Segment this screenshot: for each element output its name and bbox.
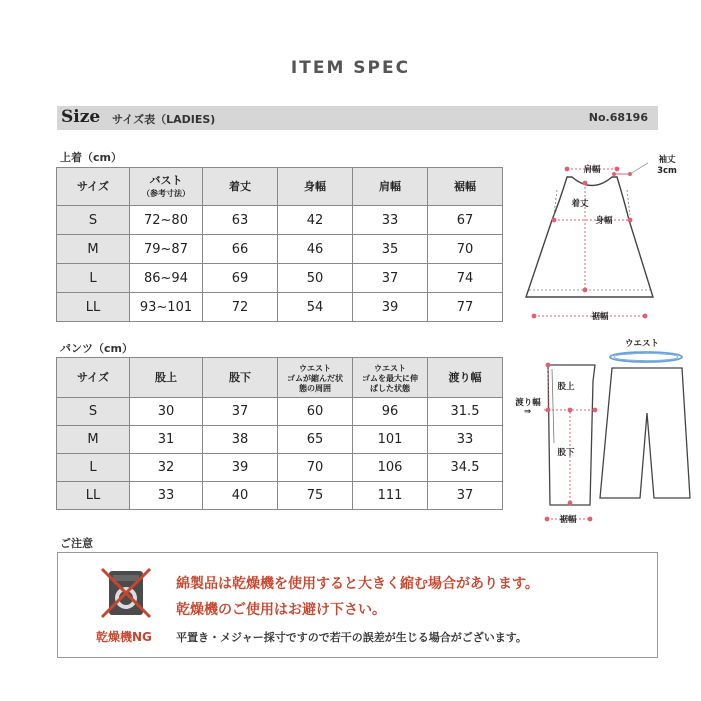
notice-line-2: 乾燥機のご使用はお避け下さい。 [176,602,386,618]
table-header-cell: ウエスト ゴムを最大に伸ばした状態 [353,358,428,398]
size-subtitle: サイズ表（LADIES) [112,113,216,126]
no-dryer-icon [98,565,154,621]
waist-label: ウエスト [624,339,660,349]
table-row [57,426,503,454]
shoulder-label: 肩幅 [583,165,601,175]
table-header-cell: サイズ [57,168,130,206]
table-cell: 70 [428,235,503,264]
thigh-label: 渡り幅 [515,398,541,408]
sleeve-value: 3cm [657,166,677,176]
sleeveless-top-icon [526,177,653,297]
table-cell: 79~87 [130,235,203,264]
tops-size-table [56,167,503,322]
table-row [57,264,503,293]
table-cell: 33 [130,482,203,510]
table-header-row [57,358,503,398]
table-cell: 40 [203,482,278,510]
table-cell: 39 [353,293,428,322]
table-cell: S [57,398,130,426]
table-row [57,206,503,235]
table-cell: 93~101 [130,293,203,322]
table-header-cell: ウエスト ゴムが縮んだ状態の周囲 [278,358,353,398]
table-cell: 96 [353,398,428,426]
notice-box [57,552,658,658]
table-cell: 72 [203,293,278,322]
table-header-cell: 股上 [130,358,203,398]
table-cell: 30 [130,398,203,426]
table-cell: 67 [428,206,503,235]
table-cell: 33 [353,206,428,235]
table-header-cell: 股下 [203,358,278,398]
table-cell: 66 [203,235,278,264]
table-cell: 42 [278,206,353,235]
table-cell: 46 [278,235,353,264]
pants-section-label: パンツ（cm） [60,342,133,355]
table-cell: 111 [353,482,428,510]
table-cell: LL [57,293,130,322]
body-width-label: 身幅 [595,216,613,226]
table-row [57,454,503,482]
table-cell: 106 [353,454,428,482]
hem-width-label: 裾幅 [591,312,609,322]
table-cell: M [57,426,130,454]
table-header-cell: 渡り幅 [428,358,503,398]
table-header-cell: 肩幅 [353,168,428,206]
notice-line-1: 綿製品は乾燥機を使用すると大きく縮む場合があります。 [176,576,539,592]
table-row [57,482,503,510]
pants-hem-label: 裾幅 [559,515,577,525]
pants-diagram [510,333,695,528]
table-header-cell: 身幅 [278,168,353,206]
table-cell: 63 [203,206,278,235]
arrow-right-icon: ⇒ [524,407,532,417]
page-title: ITEM SPEC [290,58,411,78]
table-cell: 72~80 [130,206,203,235]
table-cell: 77 [428,293,503,322]
table-header-row [57,168,503,206]
table-row [57,235,503,264]
table-cell: 70 [278,454,353,482]
tops-section-label: 上着（cm） [60,151,122,164]
table-cell: L [57,264,130,293]
table-cell: LL [57,482,130,510]
length-label: 着丈 [571,199,589,209]
table-cell: 101 [353,426,428,454]
rise-label: 股上 [557,382,575,392]
table-header-cell: サイズ [57,358,130,398]
table-cell: 32 [130,454,203,482]
table-cell: 60 [278,398,353,426]
table-row [57,293,503,322]
table-cell: 75 [278,482,353,510]
sleeve-label: 袖丈 [658,155,676,165]
table-cell: 35 [353,235,428,264]
table-cell: 33 [428,426,503,454]
table-cell: 31 [130,426,203,454]
table-cell: 39 [203,454,278,482]
table-cell: S [57,206,130,235]
product-number: No.68196 [588,111,648,124]
table-header-cell: 着丈 [203,168,278,206]
no-dryer-label: 乾燥機NG [96,630,152,644]
table-header-cell: バスト （参考寸法） [130,168,203,206]
table-cell: L [57,454,130,482]
size-bar [57,106,658,130]
table-cell: 50 [278,264,353,293]
table-cell: 54 [278,293,353,322]
table-cell: 69 [203,264,278,293]
table-cell: 38 [203,426,278,454]
pants-size-table [56,357,503,510]
pants-back-icon [600,368,690,498]
size-heading: Size [61,107,101,127]
table-cell: 37 [353,264,428,293]
table-row [57,398,503,426]
table-cell: 34.5 [428,454,503,482]
table-cell: 37 [428,482,503,510]
table-cell: 31.5 [428,398,503,426]
top-garment-diagram [510,150,695,325]
inseam-label: 股下 [557,448,575,458]
table-header-cell: 裾幅 [428,168,503,206]
notice-label: ご注意 [60,537,93,550]
table-cell: 86~94 [130,264,203,293]
table-cell: 65 [278,426,353,454]
table-cell: 37 [203,398,278,426]
table-cell: 74 [428,264,503,293]
notice-line-3: 平置き・メジャー採寸ですので若干の誤差が生じる場合がございます。 [176,631,527,644]
table-cell: M [57,235,130,264]
